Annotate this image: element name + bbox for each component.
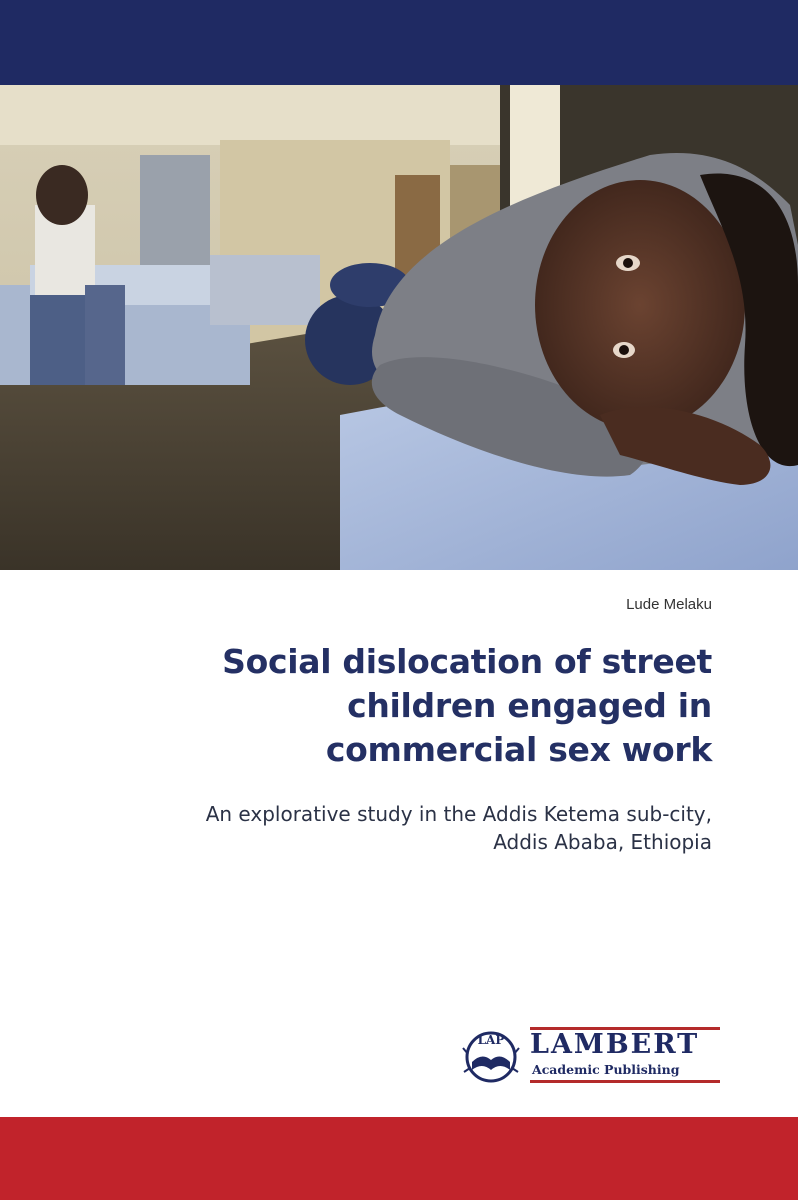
title-line: children engaged in xyxy=(347,686,712,725)
cover-photo xyxy=(0,85,798,570)
emblem-text: LAP xyxy=(477,1033,505,1047)
book-title xyxy=(92,640,712,772)
publisher-name: LAMBERT xyxy=(530,1029,700,1060)
book-emblem-icon xyxy=(458,1024,524,1086)
title-line: Social dislocation of street xyxy=(222,642,712,681)
title-line: commercial sex work xyxy=(325,730,712,769)
author-name: Lude Melaku xyxy=(626,596,712,613)
publisher-logo xyxy=(458,1024,722,1086)
publisher-rule xyxy=(530,1080,720,1083)
top-color-band xyxy=(0,0,798,85)
publisher-subtitle: Academic Publishing xyxy=(532,1062,680,1077)
subtitle-line: An explorative study in the Addis Ketema sub-city, xyxy=(205,802,712,826)
book-subtitle xyxy=(52,800,712,856)
subtitle-line: Addis Ababa, Ethiopia xyxy=(493,830,712,854)
bottom-color-band xyxy=(0,1117,798,1200)
